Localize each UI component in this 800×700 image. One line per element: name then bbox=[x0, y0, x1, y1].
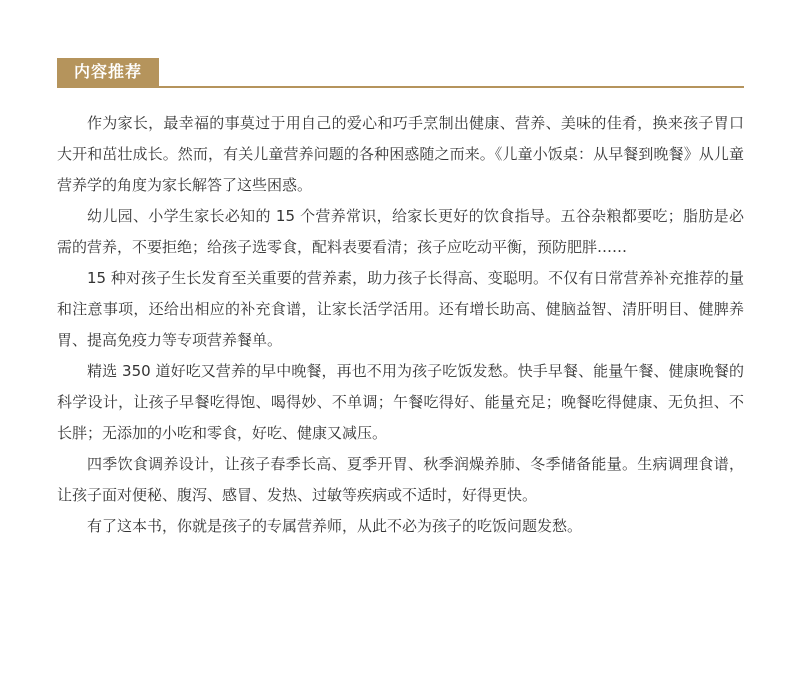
paragraph-conclusion: 有了这本书，你就是孩子的专属营养师，从此不必为孩子的吃饭问题发愁。 bbox=[87, 517, 583, 535]
content-body bbox=[57, 108, 744, 542]
paragraph-nutrients: 15 种对孩子生长发育至关重要的营养素，助力孩子长得高、变聪明。不仅有日常营养补充推荐的量和注意事项，还给出相应的补充食谱，让家长活学活用。还有增长助高、健脑益智、清肝明目、健脾养胃、提高免疫力等专项营养餐单。 bbox=[57, 269, 744, 349]
paragraph-intro: 作为家长，最幸福的事莫过于用自己的爱心和巧手烹制出健康、营养、美味的佳肴，换来孩子胃口大开和茁壮成长。然而，有关儿童营养问题的各种困惑随之而来。《儿童小饭桌：从早餐到晚餐》从儿童营养学的角度为家长解答了这些困惑。 bbox=[57, 114, 744, 194]
paragraph-seasonal: 四季饮食调养设计，让孩子春季长高、夏季开胃、秋季润燥养肺、冬季储备能量。生病调理食谱，让孩子面对便秘、腹泻、感冒、发热、过敏等疾病或不适时，好得更快。 bbox=[57, 455, 744, 504]
section-header bbox=[57, 58, 744, 89]
paragraph-nutrition-knowledge: 幼儿园、小学生家长必知的 15 个营养常识，给家长更好的饮食指导。五谷杂粮都要吃；脂肪是必需的营养，不要拒绝；给孩子选零食，配料表要看清；孩子应吃动平衡，预防肥胖…… bbox=[57, 207, 744, 256]
header-divider bbox=[57, 86, 744, 88]
paragraph-meals: 精选 350 道好吃又营养的早中晚餐，再也不用为孩子吃饭发愁。快手早餐、能量午餐、健康晚餐的科学设计，让孩子早餐吃得饱、喝得妙、不单调；午餐吃得好、能量充足；晚餐吃得健康、无负担、不长胖；无添加的小吃和零食，好吃、健康又减压。 bbox=[57, 362, 744, 442]
section-title: 内容推荐 bbox=[57, 58, 159, 86]
